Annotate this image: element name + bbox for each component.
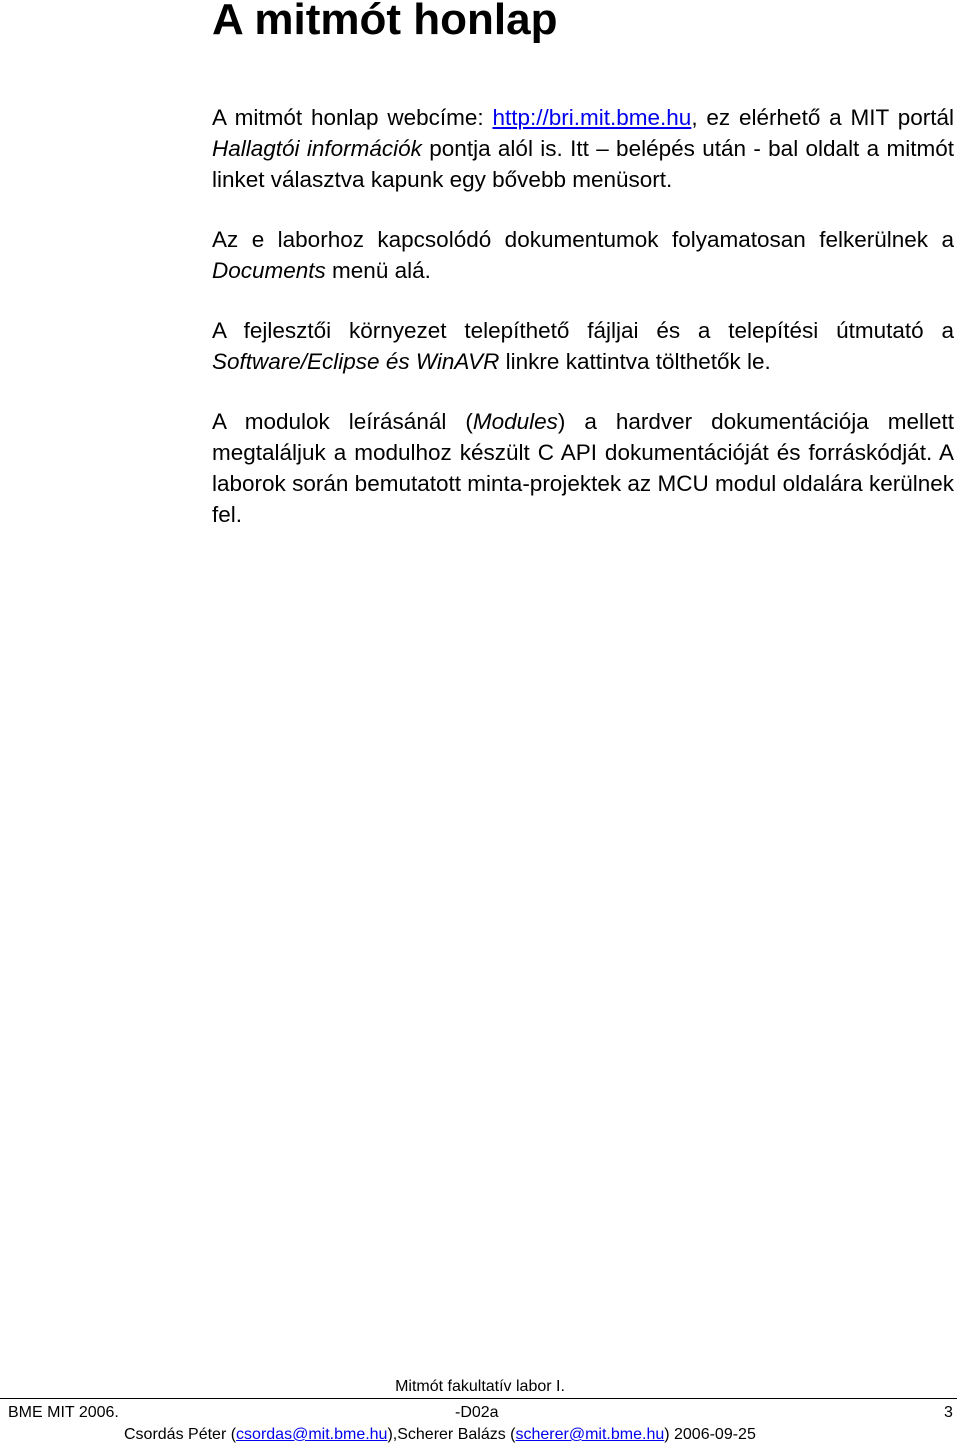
paragraph-text: A mitmót honlap webcíme: [212,105,493,130]
paragraph-text: menü alá. [325,258,431,283]
footer-course-title: Mitmót fakultatív labor I. [395,1378,565,1395]
italic-term: Software/Eclipse és WinAVR [212,349,500,374]
paragraph-text: ) a hardver dokumentációja mellett megtaláljuk a modulhoz készült C API dokumentációját és forráskódját. A laborok során bemutatott minta-projektek az MCU modul oldalára kerülnek fel. [212,409,954,527]
paragraph-text: , ez elérhető a MIT portál [691,105,954,130]
paragraph-text: A fejlesztői környezet telepíthető fájljai és a telepítési útmutató a [212,318,954,343]
author-separator: ),Scherer Balázs ( [387,1426,516,1443]
italic-term: Documents [212,258,326,283]
document-body [212,102,954,559]
page-title: A mitmót honlap [212,0,558,44]
footer-authors [124,1425,756,1445]
paragraph-website [212,102,954,195]
website-link[interactable]: http://bri.mit.bme.hu [492,105,692,130]
italic-term: Modules [472,409,558,434]
footer-divider [0,1398,957,1399]
footer-page-number: 3 [944,1404,953,1421]
paragraph-text: A modulok leírásánál ( [212,409,473,434]
paragraph-software [212,315,954,377]
email-link-csordas[interactable]: csordas@mit.bme.hu [236,1426,388,1443]
paragraph-documents [212,224,954,286]
footer [0,1377,960,1397]
paragraph-text: pontja alól is. Itt – belépés után - bal oldalt a mitmót linket választva kapunk egy bővebb menüsort. [212,136,954,192]
paragraph-text: linkre kattintva tölthetők le. [499,349,771,374]
paragraph-modules [212,406,954,530]
email-link-scherer[interactable]: scherer@mit.bme.hu [515,1426,665,1443]
footer-date: ) 2006-09-25 [664,1426,756,1443]
author-name: Csordás Péter ( [124,1426,237,1443]
footer-institution: BME MIT 2006. [8,1404,119,1421]
italic-term: Hallagtói információk [212,136,422,161]
footer-document-code: -D02a [455,1404,499,1421]
paragraph-text: Az e laborhoz kapcsolódó dokumentumok folyamatosan felkerülnek a [212,227,954,252]
